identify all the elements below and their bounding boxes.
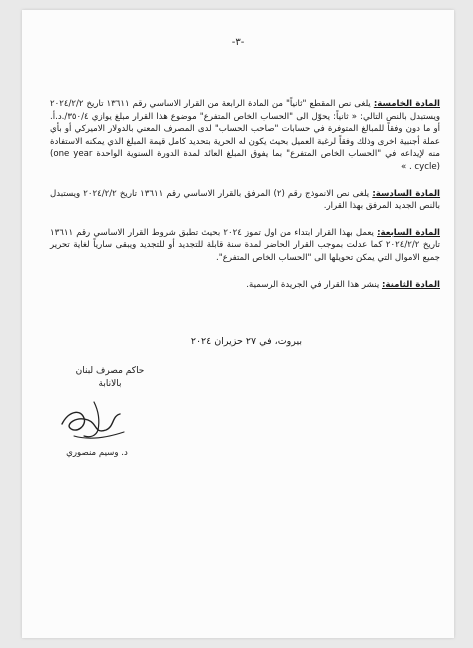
handwritten-signature — [54, 394, 134, 444]
page-number: -٣- — [231, 37, 245, 48]
article-text-english: (one year cycle) — [50, 149, 440, 172]
article-text-end: . » — [400, 161, 412, 172]
document-body — [50, 98, 440, 305]
article-text: ينشر هذا القرار في الجريدة الرسمية. — [246, 279, 380, 290]
document-page — [22, 10, 454, 638]
article-text: يعمل بهذا القرار ابتداء من اول تموز ٢٠٢٤ بحيث تطبق شروط القرار الاساسي رقم ١٣٦١١ تاريخ ٢٠٢٤/٢/٢ كما عدلت بموجب القرار الحاضر لمدة سنة قابلة للتجديد أو للتجديد ويبقى سارياً لغاية تحرير جميع الاموال التي يمكن تحويلها الى "الحساب الخاص المتفرع". — [50, 227, 440, 263]
article-five — [50, 98, 440, 174]
dateline: بيروت، في ٢٧ حزيران ٢٠٢٤ — [190, 336, 302, 347]
article-text: يلغى نص الانموذج رقم (٢) المرفق بالقرار الاساسي رقم ١٣٦١١ تاريخ ٢٠٢٤/٢/٢ ويستبدل بالنص الجديد المرفق بهذا القرار. — [50, 188, 440, 212]
article-text: يلغى نص المقطع "ثانياً" من المادة الرابعة من القرار الاساسي رقم ١٣٦١١ تاريخ ٢٠٢٤/٢/٢ ويستبدل بالنص التالي: « ثانياً: يحوّل الى "الحساب الخاص المتفرع" موضوع هذا القرار مبلغ يوازي ٣٥٠/٤/.د.أ. أو ما دون وفقاً للمبالغ المتوفرة في حسابات "صاحب الحساب" لدى المصرف المعني بالدولار الاميركي أو بأي عملة أجنبية اخرى وذلك وفقاً لرغبة العميل بحيث يكون له الحرية بتحديد كامل قيمة المبلغ الذي يمكنه الاستفادة منه لإيداعه في "الحساب الخاص المتفرع" بما يفوق المبلغ العائد لمدة الدورة السنوية الواحدة — [50, 99, 440, 160]
article-heading: المادة السادسة: — [372, 188, 441, 199]
signer-title-line: بالانابة — [98, 379, 122, 389]
article-heading: المادة الثامنة: — [381, 279, 440, 290]
signer-title — [50, 365, 170, 391]
signer-title-line: حاكم مصرف لبنان — [75, 366, 145, 376]
signer-name: د. وسيم منصوري — [66, 448, 128, 458]
article-heading: المادة الخامسة: — [373, 99, 440, 109]
article-heading: المادة السابعة: — [377, 227, 440, 238]
article-eight — [50, 279, 440, 292]
article-six — [50, 188, 440, 213]
article-seven — [50, 227, 440, 265]
